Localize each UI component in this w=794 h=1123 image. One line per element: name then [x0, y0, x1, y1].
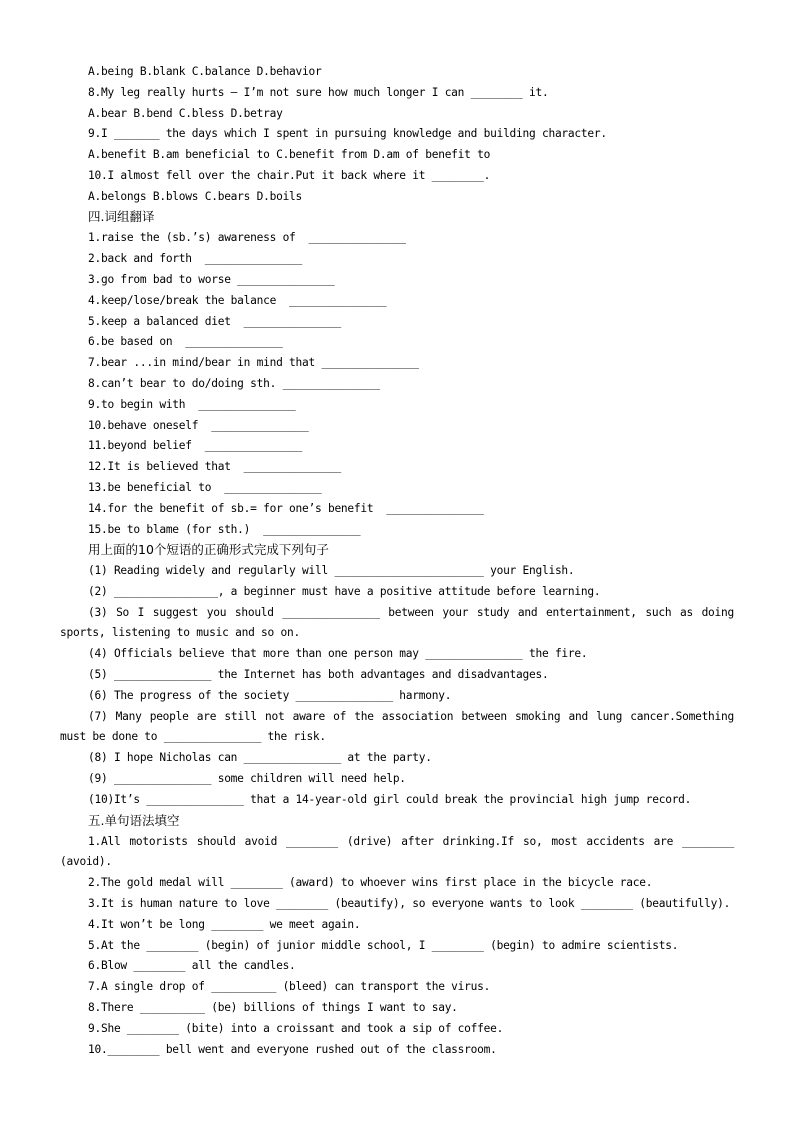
- grammar-line: 2.The gold medal will ________ (award) to whoever wins first place in the bicycle race.: [88, 876, 653, 889]
- option-line: A.being B.blank C.balance D.behavior: [88, 65, 322, 78]
- phrase-line: 6.be based on _______________: [88, 335, 283, 348]
- grammar-line: 1.All motorists should avoid ________ (drive) after drinking.If so, most accidents are ________ (avoid).: [60, 835, 734, 868]
- option-line: A.belongs B.blows C.bears D.boils: [88, 190, 303, 203]
- option-line: A.bear B.bend C.bless D.betray: [88, 107, 283, 120]
- phrase-line: 8.can’t bear to do/doing sth. _______________: [88, 377, 380, 390]
- sentence-line: (7) Many people are still not aware of the association between smoking and lung cancer.Something must be done to _______________ the risk.: [60, 710, 734, 743]
- phrase-line: 14.for the benefit of sb.= for one’s benefit _______________: [88, 502, 484, 515]
- phrase-line: 12.It is believed that _______________: [88, 460, 341, 473]
- option-line: A.benefit B.am beneficial to C.benefit from D.am of benefit to: [88, 148, 491, 161]
- section-heading: 五.单句语法填空: [88, 813, 180, 828]
- section-heading: 用上面的10个短语的正确形式完成下列句子: [88, 542, 329, 557]
- sentence-line: (10)It’s _______________ that a 14-year-old girl could break the provincial high jump record.: [88, 793, 692, 806]
- phrase-line: 13.be beneficial to _______________: [88, 481, 322, 494]
- phrase-line: 2.back and forth _______________: [88, 252, 303, 265]
- section-heading: 四.词组翻译: [88, 209, 155, 224]
- phrase-line: 5.keep a balanced diet _______________: [88, 315, 341, 328]
- phrase-line: 11.beyond belief _______________: [88, 439, 303, 452]
- sentence-line: (4) Officials believe that more than one person may _______________ the fire.: [88, 647, 588, 660]
- sentence-line: (9) _______________ some children will need help.: [88, 772, 406, 785]
- grammar-line: 6.Blow ________ all the candles.: [88, 959, 296, 972]
- phrase-line: 7.bear ...in mind/bear in mind that _______________: [88, 356, 419, 369]
- sentence-line: (5) _______________ the Internet has both advantages and disadvantages.: [88, 668, 549, 681]
- grammar-line: 5.At the ________ (begin) of junior middle school, I ________ (begin) to admire scientists.: [88, 939, 679, 952]
- grammar-line: 10.________ bell went and everyone rushed out of the classroom.: [88, 1043, 497, 1056]
- grammar-line: 4.It won’t be long ________ we meet again.: [88, 918, 361, 931]
- sentence-line: (3) So I suggest you should _______________ between your study and entertainment, such as doing sports, listening to music and so on.: [60, 606, 734, 639]
- grammar-line: 7.A single drop of __________ (bleed) can transport the virus.: [88, 980, 491, 993]
- sentence-line: (2) ________________, a beginner must have a positive attitude before learning.: [88, 585, 601, 598]
- sentence-line: (1) Reading widely and regularly will _______________________ your English.: [88, 564, 575, 577]
- sentence-line: (6) The progress of the society _______________ harmony.: [88, 689, 452, 702]
- question-line: 8.My leg really hurts — I’m not sure how much longer I can ________ it.: [88, 86, 549, 99]
- question-line: 9.I _______ the days which I spent in pursuing knowledge and building character.: [88, 127, 607, 140]
- grammar-line: 8.There __________ (be) billions of things I want to say.: [88, 1001, 458, 1014]
- sentence-line: (8) I hope Nicholas can _______________ at the party.: [88, 751, 432, 764]
- phrase-line: 3.go from bad to worse _______________: [88, 273, 335, 286]
- phrase-line: 15.be to blame (for sth.) _______________: [88, 523, 361, 536]
- phrase-line: 1.raise the (sb.’s) awareness of _______________: [88, 231, 406, 244]
- question-line: 10.I almost fell over the chair.Put it back where it ________.: [88, 169, 491, 182]
- grammar-line: 3.It is human nature to love ________ (beautify), so everyone wants to look ________ (beautifully).: [88, 897, 731, 910]
- phrase-line: 4.keep/lose/break the balance _______________: [88, 294, 387, 307]
- phrase-line: 10.behave oneself _______________: [88, 419, 309, 432]
- phrase-line: 9.to begin with _______________: [88, 398, 296, 411]
- grammar-line: 9.She ________ (bite) into a croissant and took a sip of coffee.: [88, 1022, 504, 1035]
